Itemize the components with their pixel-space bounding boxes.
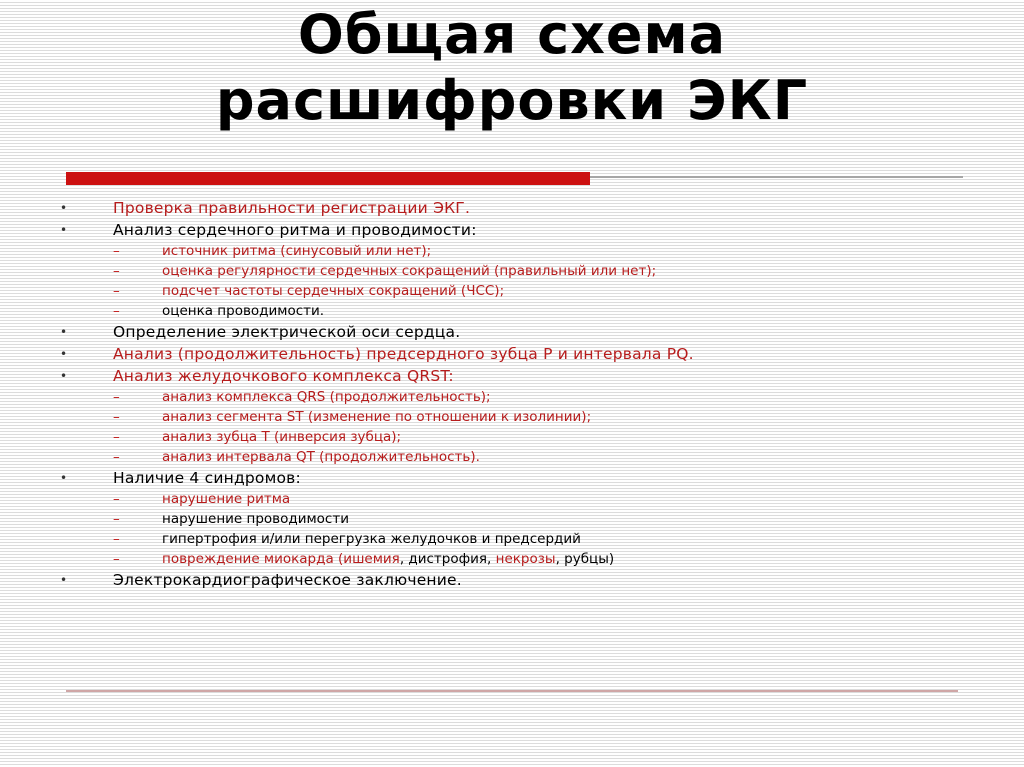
dash-marker: – <box>113 551 120 567</box>
sub-list-item <box>0 261 1024 281</box>
list-item-text: Проверка правильности регистрации ЭКГ. <box>113 199 471 217</box>
sub-list-item-text: анализ сегмента ST (изменение по отношении к изолинии); <box>162 409 592 425</box>
sub-list-item-text: источник ритма (синусовый или нет); <box>162 243 432 259</box>
dash-marker: – <box>113 511 120 527</box>
sub-list-item <box>0 529 1024 549</box>
title-underline-gray-line <box>590 176 963 178</box>
list-item-text: Наличие 4 синдромов: <box>113 469 301 487</box>
bullet-marker: • <box>60 471 68 485</box>
slide-title-line-1: Общая схема <box>297 3 727 66</box>
bullet-marker: • <box>60 369 68 383</box>
text-fragment-red: повреждение миокарда (ишемия <box>162 551 400 567</box>
dash-marker: – <box>113 491 120 507</box>
list-item <box>0 343 1024 365</box>
sub-list-item-text: анализ зубца Т (инверсия зубца); <box>162 429 402 445</box>
sub-list-item <box>0 509 1024 529</box>
sub-list-item-text: подсчет частоты сердечных сокращений (ЧСС); <box>162 283 505 299</box>
sub-list-item <box>0 549 1024 569</box>
sub-list-item-text <box>162 549 614 569</box>
outline-list <box>0 197 1024 591</box>
sub-list-item-text: нарушение проводимости <box>162 511 349 527</box>
sub-list-item <box>0 427 1024 447</box>
slide-title-line-2: расшифровки ЭКГ <box>215 69 809 132</box>
dash-marker: – <box>113 303 120 319</box>
dash-marker: – <box>113 409 120 425</box>
text-fragment-red: некрозы <box>495 551 556 567</box>
dash-marker: – <box>113 283 120 299</box>
list-item-text: Анализ желудочкового комплекса QRST: <box>113 367 454 385</box>
sub-list-item <box>0 241 1024 261</box>
list-item-text: Электрокардиографическое заключение. <box>113 571 462 589</box>
list-item <box>0 569 1024 591</box>
list-item <box>0 467 1024 489</box>
slide-title <box>0 2 1024 134</box>
sub-list-item-text: нарушение ритма <box>162 491 291 507</box>
sub-list-item <box>0 301 1024 321</box>
list-item <box>0 321 1024 343</box>
sub-list-item <box>0 447 1024 467</box>
bullet-marker: • <box>60 223 68 237</box>
dash-marker: – <box>113 263 120 279</box>
dash-marker: – <box>113 243 120 259</box>
list-item <box>0 219 1024 241</box>
dash-marker: – <box>113 429 120 445</box>
title-underline-red-bar <box>66 172 590 185</box>
text-fragment-black: , рубцы) <box>555 551 615 567</box>
list-item-text: Анализ сердечного ритма и проводимости: <box>113 221 477 239</box>
bullet-marker: • <box>60 201 68 215</box>
sub-list-item-text: оценка проводимости. <box>162 303 325 319</box>
list-item-text: Анализ (продолжительность) предсердного зубца Р и интервала PQ. <box>113 345 694 363</box>
text-fragment-black: , дистрофия, <box>399 551 496 567</box>
sub-list-item-text: гипертрофия и/или перегрузка желудочков и предсердий <box>162 531 581 547</box>
sub-list-item <box>0 387 1024 407</box>
sub-list-item-text: анализ комплекса QRS (продолжительность); <box>162 389 491 405</box>
sub-list-item <box>0 281 1024 301</box>
bullet-marker: • <box>60 347 68 361</box>
list-item-text: Определение электрической оси сердца. <box>113 323 461 341</box>
sub-list-item <box>0 407 1024 427</box>
bullet-marker: • <box>60 325 68 339</box>
dash-marker: – <box>113 389 120 405</box>
bullet-marker: • <box>60 573 68 587</box>
dash-marker: – <box>113 449 120 465</box>
list-item <box>0 197 1024 219</box>
sub-list-item-text: оценка регулярности сердечных сокращений (правильный или нет); <box>162 263 657 279</box>
list-item <box>0 365 1024 387</box>
sub-list-item-text: анализ интервала QT (продолжительность). <box>162 449 480 465</box>
sub-list-item <box>0 489 1024 509</box>
footer-divider-line <box>66 690 958 692</box>
dash-marker: – <box>113 531 120 547</box>
